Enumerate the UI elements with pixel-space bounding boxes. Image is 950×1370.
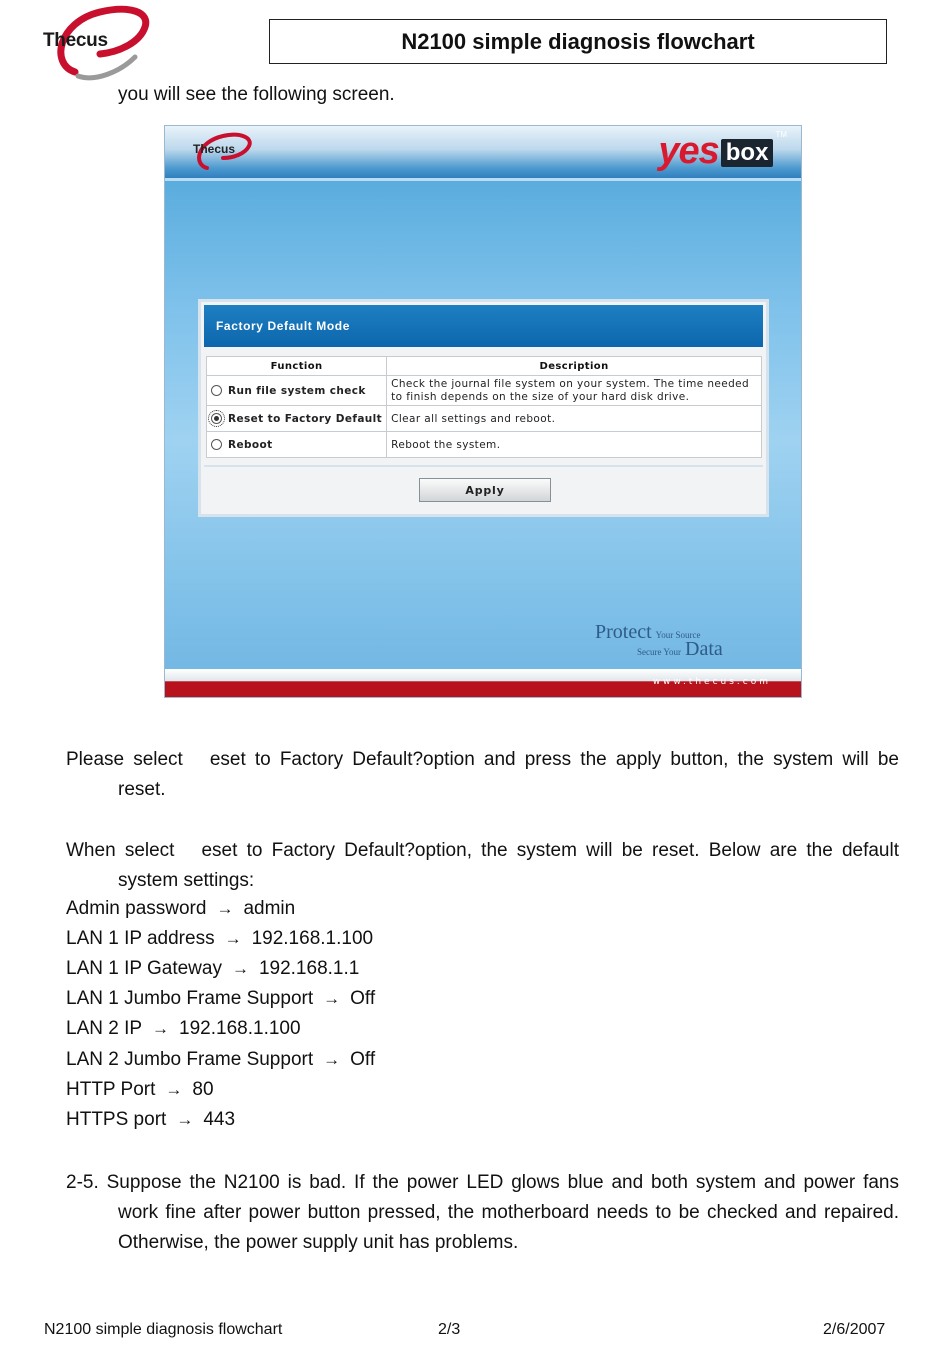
setting-lan1-ip-address bbox=[66, 928, 373, 950]
table-row bbox=[207, 376, 762, 406]
arrow-icon: → bbox=[176, 1110, 194, 1129]
setting-name: HTTPS port bbox=[66, 1109, 167, 1130]
paragraph-default-settings bbox=[66, 836, 899, 896]
slogan-protect: Protect bbox=[595, 621, 652, 643]
option-label: Run file system check bbox=[228, 384, 366, 397]
option-description: Check the journal file system on your system. The time needed to finish depends on the size of your hard disk drive. bbox=[387, 376, 762, 406]
footer-page-number: 2/3 bbox=[438, 1321, 461, 1338]
setting-value: 443 bbox=[203, 1109, 236, 1130]
setting-admin-password bbox=[66, 898, 295, 920]
option-description: Clear all settings and reboot. bbox=[387, 406, 762, 432]
radio-icon[interactable] bbox=[211, 439, 222, 450]
panel-title: Factory Default Mode bbox=[204, 305, 763, 347]
footer-doc-title: N2100 simple diagnosis flowchart bbox=[44, 1321, 283, 1338]
setting-lan1-ip-gateway bbox=[66, 958, 359, 980]
brand-box: box bbox=[721, 139, 774, 167]
arrow-icon: → bbox=[152, 1019, 170, 1038]
setting-value: 192.168.1.100 bbox=[179, 1018, 301, 1039]
setting-value: admin bbox=[243, 898, 296, 919]
setting-lan2-ip bbox=[66, 1018, 301, 1040]
option-description: Reboot the system. bbox=[387, 432, 762, 458]
setting-value: 80 bbox=[192, 1079, 214, 1100]
arrow-icon: → bbox=[323, 989, 341, 1008]
factory-default-panel bbox=[198, 299, 769, 517]
footer-date: 2/6/2007 bbox=[823, 1321, 886, 1338]
radio-selected-icon[interactable] bbox=[211, 413, 222, 424]
setting-name: LAN 1 IP address bbox=[66, 928, 215, 949]
thecus-url: www.thecus.com bbox=[652, 677, 771, 687]
setting-lan2-jumbo-frame bbox=[66, 1049, 375, 1071]
function-table bbox=[206, 356, 762, 458]
arrow-icon: → bbox=[231, 959, 249, 978]
screenshot-logo-text: Thecus bbox=[193, 142, 236, 156]
setting-value: 192.168.1.100 bbox=[251, 928, 374, 949]
table-row bbox=[207, 432, 762, 458]
paragraph-body: eset to Factory Default?option, the system will be reset. Below are the default system settings: bbox=[118, 840, 899, 891]
radio-icon[interactable] bbox=[211, 385, 222, 396]
setting-value: Off bbox=[350, 988, 376, 1009]
setting-name: Admin password bbox=[66, 898, 207, 919]
slogan-data: Data bbox=[685, 638, 723, 660]
setting-name: LAN 1 IP Gateway bbox=[66, 958, 222, 979]
option-label: Reset to Factory Default bbox=[228, 412, 383, 425]
step-2-5-paragraph: 2-5. Suppose the N2100 is bad. If the power LED glows blue and both system and power fans work fine after power button pressed, the motherboard needs to be checked and repaired. Otherwise, the power supply unit has problems. bbox=[66, 1172, 899, 1253]
paragraph-body: eset to Factory Default?option and press the apply button, the system will be reset. bbox=[118, 749, 899, 800]
arrow-icon: → bbox=[323, 1050, 341, 1069]
arrow-icon: → bbox=[224, 929, 242, 948]
yes-box-brand bbox=[658, 130, 787, 173]
protect-slogan bbox=[595, 621, 723, 661]
apply-area bbox=[204, 465, 763, 515]
yes-box-screenshot bbox=[164, 125, 802, 698]
setting-value: 192.168.1.1 bbox=[258, 958, 360, 979]
page-title: N2100 simple diagnosis flowchart bbox=[269, 19, 887, 64]
setting-name: LAN 2 IP bbox=[66, 1018, 143, 1039]
setting-http-port bbox=[66, 1079, 214, 1101]
column-header-description: Description bbox=[387, 357, 762, 376]
paragraph-select-reset bbox=[66, 745, 899, 805]
option-run-file-system-check[interactable] bbox=[207, 376, 387, 406]
slogan-your-source: Your Source bbox=[655, 630, 701, 640]
column-header-function: Function bbox=[207, 357, 387, 376]
arrow-icon: → bbox=[216, 899, 234, 918]
paragraph-lead: Please select bbox=[66, 749, 183, 770]
setting-name: LAN 1 Jumbo Frame Support bbox=[66, 988, 314, 1009]
setting-lan1-jumbo-frame bbox=[66, 988, 375, 1010]
arrow-icon: → bbox=[165, 1080, 183, 1099]
table-header-row bbox=[207, 357, 762, 376]
option-reboot[interactable] bbox=[207, 432, 387, 458]
thecus-logo bbox=[40, 2, 155, 82]
table-row bbox=[207, 406, 762, 432]
intro-text: you will see the following screen. bbox=[118, 84, 395, 105]
brand-tm: TM bbox=[775, 130, 787, 139]
slogan-secure-your: Secure Your bbox=[637, 647, 681, 657]
paragraph-lead: When select bbox=[66, 840, 175, 861]
setting-name: HTTP Port bbox=[66, 1079, 156, 1100]
logo-text: Thecus bbox=[43, 30, 108, 51]
header-divider bbox=[165, 178, 801, 181]
setting-https-port bbox=[66, 1109, 235, 1131]
setting-name: LAN 2 Jumbo Frame Support bbox=[66, 1049, 314, 1070]
option-reset-to-factory-default[interactable] bbox=[207, 406, 387, 432]
option-label: Reboot bbox=[228, 438, 273, 451]
setting-value: Off bbox=[350, 1049, 376, 1070]
apply-button[interactable]: Apply bbox=[419, 478, 551, 502]
brand-yes: yes bbox=[658, 130, 719, 172]
